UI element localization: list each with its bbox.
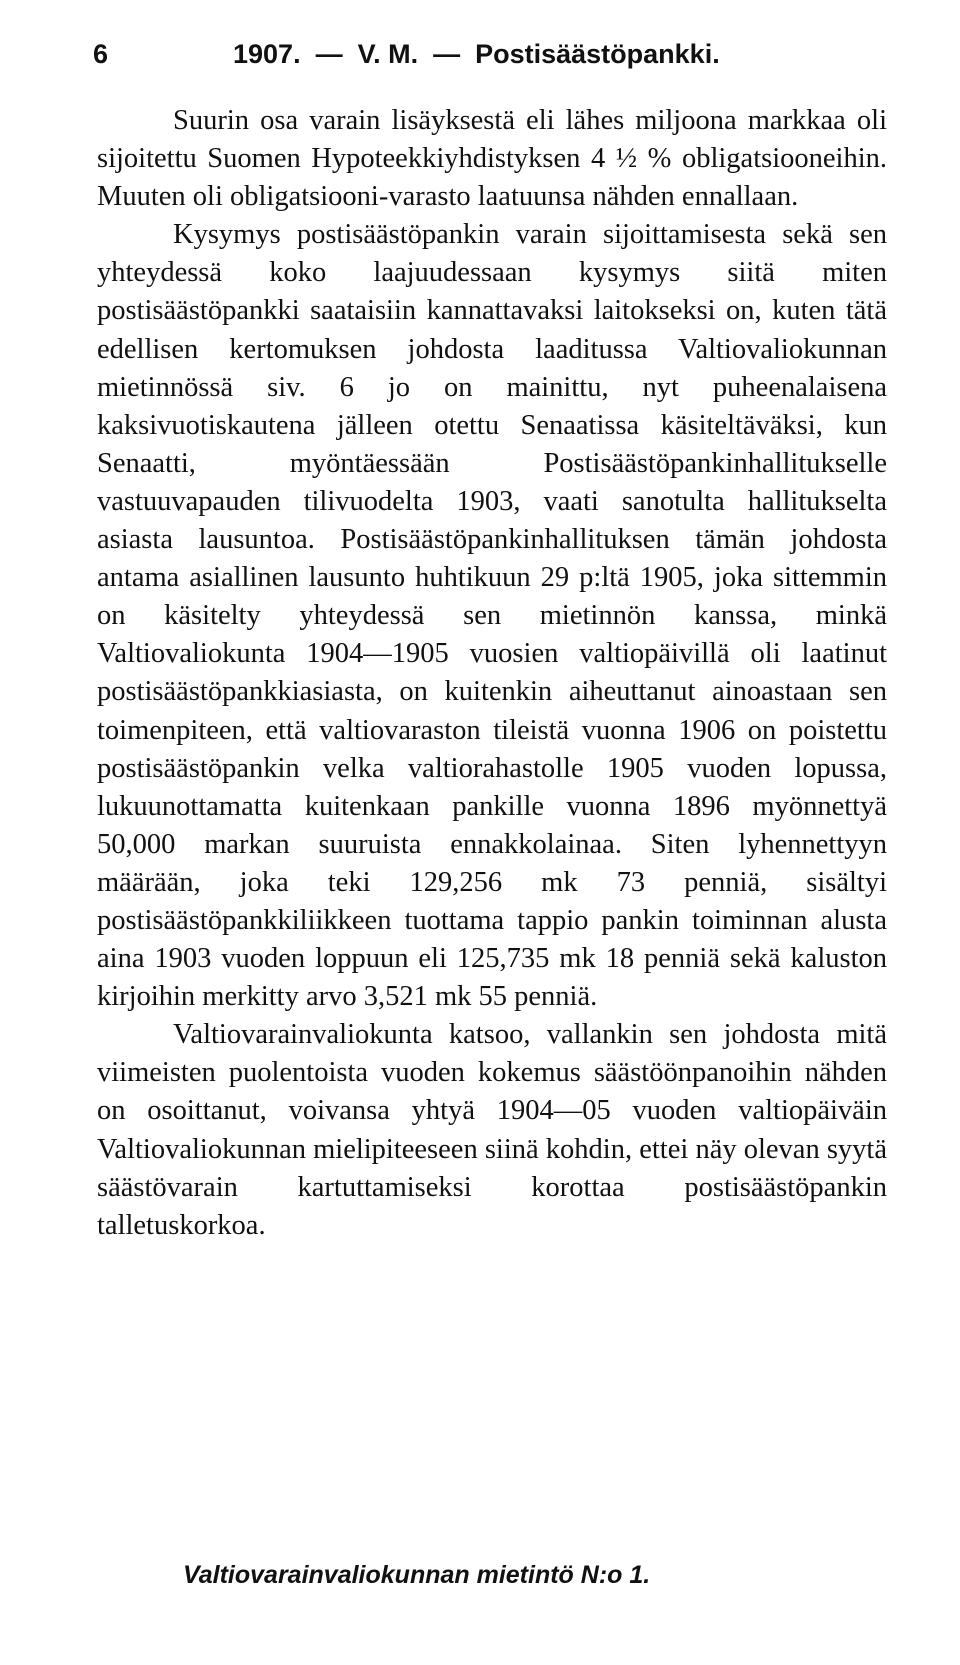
page-header <box>93 34 893 74</box>
body-text <box>97 102 887 1245</box>
paragraph: Valtiovarainvaliokunta katsoo, vallankin sen johdosta mitä viimeisten puolentoista vuoden kokemus säästöönpanoihin nähden on osoittanut, voivansa yhtyä 1904—05 vuoden valtiopäiväin Valtiovaliokunnan mielipiteeseen siinä kohdin, ettei näy olevan syytä säästövarain kartuttamiseksi korottaa postisäästöpankin talletuskorkoa. <box>97 1019 887 1241</box>
page-footer: Valtiovarainvaliokunnan mietintö N:o 1. <box>183 1561 651 1589</box>
paragraph: Suurin osa varain lisäyksestä eli lähes miljoona markkaa oli sijoitettu Suomen Hypoteekkiyhdistyksen 4 ½ % obligatsiooneihin. Muuten oli obligatsiooni-varasto laatuunsa nähden ennallaan. <box>97 105 887 213</box>
running-head: 1907. — V. M. — Postisäästöpankki. <box>233 39 720 69</box>
paragraph: Kysymys postisäästöpankin varain sijoittamisesta sekä sen yhteydessä koko laajuudessaan kysymys siitä miten postisäästöpankki saataisiin kannattavaksi laitokseksi on, kuten tätä edellisen kertomuksen johdosta laaditussa Valtiovaliokunnan mietinnössä siv. 6 jo on mainittu, nyt puheenalaisena kaksivuotiskautena jälleen otettu Senaatissa käsiteltäväksi, kun Senaatti, myöntäessään Postisäästöpankinhallitukselle vastuuvapauden tilivuodelta 1903, vaati sanotulta hallitukselta asiasta lausuntoa. Postisäästöpankinhallituksen tämän johdosta antama asiallinen lausunto huhtikuun 29 p:ltä 1905, joka sittemmin on käsitelty yhteydessä sen mietinnön kanssa, minkä Valtiovaliokunta 1904—1905 vuosien valtiopäivillä oli laatinut postisäästöpankkiasiasta, on kuitenkin aiheuttanut ainoastaan sen toimenpiteen, että valtiovaraston tileistä vuonna 1906 on poistettu postisäästöpankin velka valtiorahastolle 1905 vuoden lopussa, lukuunottamatta kuitenkaan pankille vuonna 1896 myönnettyä 50,000 markan suuruista ennakkolainaa. Siten lyhennettyyn määrään, joka teki 129,256 mk 73 penniä, sisältyi postisäästöpankkiliikkeen tuottama tappio pankin toiminnan alusta aina 1903 vuoden loppuun eli 125,735 mk 18 penniä sekä kaluston kirjoihin merkitty arvo 3,521 mk 55 penniä. <box>97 219 887 1013</box>
page-number: 6 <box>93 39 109 69</box>
